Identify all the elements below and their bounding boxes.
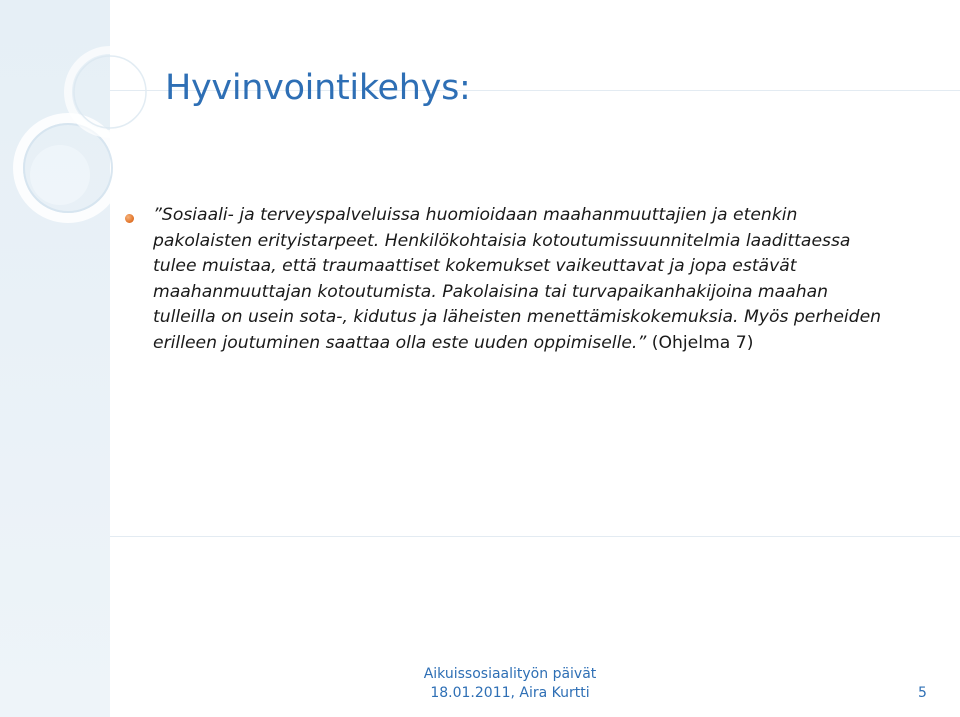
decorative-rings bbox=[0, 0, 160, 300]
slide-title: Hyvinvointikehys: bbox=[165, 68, 471, 108]
page-number: 5 bbox=[918, 685, 927, 701]
quote-text: ”Sosiaali- ja terveyspalveluissa huomioidaan maahanmuuttajien ja etenkin pakolaisten erityistarpeet. Henkilökohtaisia kotoutumissuunnitelmia laadittaessa tulee muistaa, että traumaattiset kokemukset vaikeuttavat ja jopa estävät maahanmuuttajan kotoutumista. Pakolaisina tai turvapaikanhakijoina maahan tulleilla on usein sota-, kidutus ja läheisten menettämiskokemuksia. Myös perheiden erilleen joutuminen saattaa olla este uuden oppimiselle.” bbox=[153, 205, 882, 353]
footer-info bbox=[380, 665, 640, 703]
reference-text: (Ohjelma 7) bbox=[646, 332, 754, 353]
bullet-icon bbox=[125, 214, 134, 223]
quote-paragraph bbox=[153, 203, 883, 356]
footer-event: Aikuissosiaalityön päivät bbox=[423, 666, 597, 682]
footer-date-author: 18.01.2011, Aira Kurtti bbox=[430, 685, 590, 701]
divider-line bbox=[110, 536, 960, 537]
